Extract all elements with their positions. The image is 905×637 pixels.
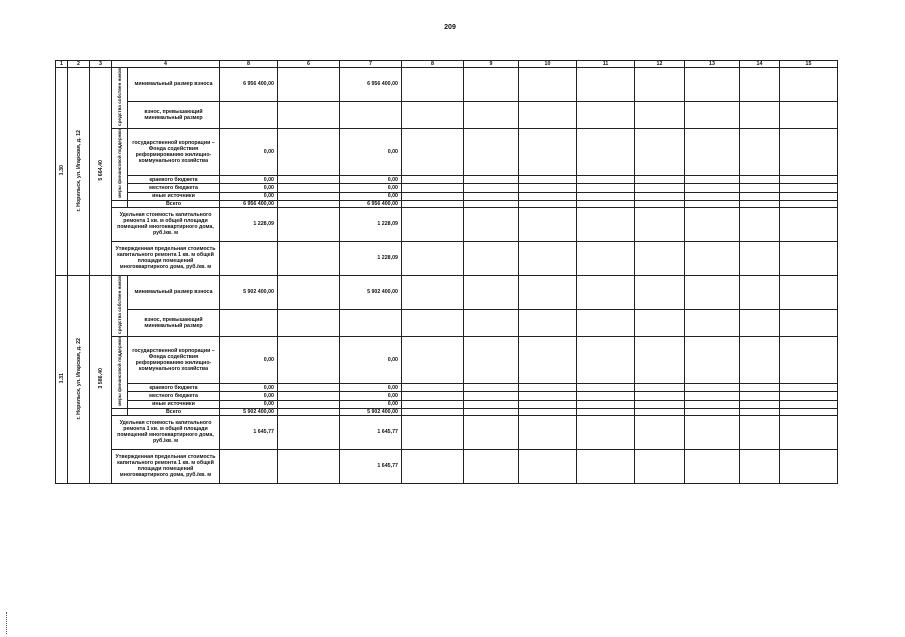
total-col5: 5 902 400,00 xyxy=(220,408,278,415)
excess-contribution-label: взнос, превышающий минимальный размер xyxy=(128,101,220,128)
regional-budget-col5: 0,00 xyxy=(220,384,278,392)
empty-cell xyxy=(519,128,577,175)
empty-cell xyxy=(635,384,685,392)
empty-cell xyxy=(577,68,635,102)
owners-funds-group: средства собствен ников xyxy=(112,275,128,336)
empty-cell xyxy=(402,400,464,408)
empty-cell xyxy=(685,309,740,336)
empty-cell xyxy=(740,176,780,184)
empty-cell xyxy=(278,101,340,128)
header-col-6: 6 xyxy=(278,61,340,68)
regional-budget-col7: 0,00 xyxy=(340,384,402,392)
empty-cell xyxy=(519,101,577,128)
empty-cell xyxy=(635,176,685,184)
other-sources-col7: 0,00 xyxy=(340,192,402,200)
fund-col5: 0,00 xyxy=(220,128,278,175)
empty-cell xyxy=(685,275,740,309)
empty-cell xyxy=(780,192,838,200)
unit-cost-label: Удельная стоимость капитального ремонта 1 кв. м общей площади помещений многоквартирного дома, руб./кв. м xyxy=(112,207,220,241)
empty-cell xyxy=(635,336,685,383)
empty-cell xyxy=(685,336,740,383)
header-row xyxy=(56,61,838,68)
empty-cell xyxy=(740,309,780,336)
empty-cell xyxy=(577,241,635,275)
table-row xyxy=(56,449,838,483)
empty-cell xyxy=(278,415,340,449)
empty-cell xyxy=(519,200,577,207)
regional-budget-label: краевого бюджета xyxy=(128,176,220,184)
table-row xyxy=(56,192,838,200)
header-col-11: 11 xyxy=(577,61,635,68)
empty-cell xyxy=(402,68,464,102)
empty-cell xyxy=(402,207,464,241)
empty-cell xyxy=(685,200,740,207)
empty-cell xyxy=(780,309,838,336)
other-sources-label: иные источники xyxy=(128,192,220,200)
table-row xyxy=(56,101,838,128)
address: г. Норильск, ул. Игарская, д. 12 xyxy=(68,68,90,276)
total-col7: 5 902 400,00 xyxy=(340,408,402,415)
header-col-8: 8 xyxy=(402,61,464,68)
empty-cell xyxy=(780,207,838,241)
empty-cell xyxy=(519,449,577,483)
empty-cell xyxy=(278,68,340,102)
empty-cell xyxy=(577,128,635,175)
approved-cost-col7: 1 645,77 xyxy=(340,449,402,483)
empty-cell xyxy=(780,184,838,192)
other-sources-col7: 0,00 xyxy=(340,400,402,408)
empty-cell xyxy=(464,176,519,184)
empty-cell xyxy=(685,392,740,400)
table-row xyxy=(56,176,838,184)
empty-cell xyxy=(577,384,635,392)
empty-cell xyxy=(685,408,740,415)
fund-col7: 0,00 xyxy=(340,336,402,383)
empty-cell xyxy=(402,200,464,207)
empty-cell xyxy=(519,176,577,184)
empty-cell xyxy=(577,336,635,383)
table-row xyxy=(56,309,838,336)
empty-cell xyxy=(464,207,519,241)
empty-cell xyxy=(464,415,519,449)
empty-cell xyxy=(685,415,740,449)
unit-cost-label: Удельная стоимость капитального ремонта 1 кв. м общей площади помещений многоквартирного дома, руб./кв. м xyxy=(112,415,220,449)
total-area: 5 664,40 xyxy=(90,68,112,276)
row-number: 1.30 xyxy=(56,68,68,276)
table-row xyxy=(56,241,838,275)
empty-cell xyxy=(740,415,780,449)
table-row xyxy=(56,275,838,309)
empty-cell xyxy=(112,200,128,207)
empty-cell xyxy=(685,192,740,200)
other-sources-col5: 0,00 xyxy=(220,400,278,408)
fund-label: государственной корпорации – Фонда содействия реформированию жилищно-коммунального хозяйства xyxy=(128,336,220,383)
empty-cell xyxy=(685,184,740,192)
empty-cell xyxy=(635,449,685,483)
empty-cell xyxy=(278,176,340,184)
empty-cell xyxy=(519,408,577,415)
min-contribution-col5: 5 902 400,00 xyxy=(220,275,278,309)
empty-cell xyxy=(780,400,838,408)
regional-budget-label: краевого бюджета xyxy=(128,384,220,392)
empty-cell xyxy=(402,392,464,400)
empty-cell xyxy=(577,415,635,449)
empty-cell xyxy=(635,68,685,102)
local-budget-col7: 0,00 xyxy=(340,392,402,400)
empty-cell xyxy=(635,309,685,336)
total-label: Всего xyxy=(128,408,220,415)
empty-cell xyxy=(278,275,340,309)
empty-cell xyxy=(780,128,838,175)
approved-cost-label: Утвержденная предельная стоимость капитального ремонта 1 кв. м общей площади помещений многоквартирного дома, руб./кв. м xyxy=(112,449,220,483)
empty-cell xyxy=(519,309,577,336)
approved-cost-label: Утвержденная предельная стоимость капитального ремонта 1 кв. м общей площади помещений многоквартирного дома, руб./кв. м xyxy=(112,241,220,275)
empty-cell xyxy=(402,336,464,383)
table-row xyxy=(56,384,838,392)
empty-cell xyxy=(635,200,685,207)
table-row xyxy=(56,415,838,449)
empty-cell xyxy=(635,241,685,275)
empty-cell xyxy=(740,449,780,483)
empty-cell xyxy=(577,207,635,241)
empty-cell xyxy=(685,207,740,241)
empty-cell xyxy=(635,400,685,408)
empty-cell xyxy=(464,309,519,336)
empty-cell xyxy=(220,309,278,336)
empty-cell xyxy=(278,392,340,400)
empty-cell xyxy=(635,192,685,200)
empty-cell xyxy=(402,309,464,336)
empty-cell xyxy=(635,415,685,449)
empty-cell xyxy=(278,400,340,408)
empty-cell xyxy=(464,336,519,383)
header-col-14: 14 xyxy=(740,61,780,68)
empty-cell xyxy=(519,207,577,241)
empty-cell xyxy=(519,392,577,400)
empty-cell xyxy=(278,241,340,275)
empty-cell xyxy=(402,408,464,415)
empty-cell xyxy=(780,275,838,309)
header-col-10: 10 xyxy=(519,61,577,68)
header-col-15: 15 xyxy=(780,61,838,68)
total-col5: 6 956 400,00 xyxy=(220,200,278,207)
empty-cell xyxy=(402,275,464,309)
min-contribution-label: минимальный размер взноса xyxy=(128,68,220,102)
empty-cell xyxy=(577,192,635,200)
empty-cell xyxy=(340,101,402,128)
empty-cell xyxy=(278,200,340,207)
empty-cell xyxy=(464,275,519,309)
empty-cell xyxy=(402,384,464,392)
empty-cell xyxy=(635,128,685,175)
empty-cell xyxy=(740,200,780,207)
local-budget-label: местного бюджета xyxy=(128,392,220,400)
page-number: 209 xyxy=(444,24,456,31)
empty-cell xyxy=(685,241,740,275)
empty-cell xyxy=(577,408,635,415)
header-col-1: 1 xyxy=(56,61,68,68)
empty-cell xyxy=(402,192,464,200)
address: г. Норильск, ул. Игарская, д. 22 xyxy=(68,275,90,483)
empty-cell xyxy=(278,128,340,175)
empty-cell xyxy=(519,241,577,275)
financial-support-group: меры финансовой поддержки xyxy=(112,128,128,200)
header-col-7: 7 xyxy=(340,61,402,68)
empty-cell xyxy=(780,449,838,483)
empty-cell xyxy=(780,384,838,392)
empty-cell xyxy=(685,384,740,392)
empty-cell xyxy=(780,408,838,415)
empty-cell xyxy=(740,384,780,392)
total-col7: 6 956 400,00 xyxy=(340,200,402,207)
empty-cell xyxy=(635,275,685,309)
empty-cell xyxy=(519,415,577,449)
financial-support-group: меры финансовой поддержки xyxy=(112,336,128,408)
scan-edge-marks xyxy=(6,612,10,634)
empty-cell xyxy=(635,408,685,415)
empty-cell xyxy=(740,275,780,309)
empty-cell xyxy=(740,408,780,415)
empty-cell xyxy=(577,101,635,128)
empty-cell xyxy=(740,400,780,408)
empty-cell xyxy=(780,392,838,400)
fund-col7: 0,00 xyxy=(340,128,402,175)
empty-cell xyxy=(519,384,577,392)
min-contribution-col5: 6 956 400,00 xyxy=(220,68,278,102)
table-row xyxy=(56,128,838,175)
empty-cell xyxy=(464,128,519,175)
empty-cell xyxy=(780,241,838,275)
empty-cell xyxy=(685,449,740,483)
empty-cell xyxy=(402,176,464,184)
empty-cell xyxy=(740,128,780,175)
table-row xyxy=(56,68,838,102)
empty-cell xyxy=(740,392,780,400)
regional-budget-col5: 0,00 xyxy=(220,176,278,184)
total-label: Всего xyxy=(128,200,220,207)
empty-cell xyxy=(464,408,519,415)
local-budget-col5: 0,00 xyxy=(220,184,278,192)
header-col-3: 3 xyxy=(90,61,112,68)
empty-cell xyxy=(780,200,838,207)
empty-cell xyxy=(220,449,278,483)
header-col-5: 8 xyxy=(220,61,278,68)
empty-cell xyxy=(635,101,685,128)
empty-cell xyxy=(577,184,635,192)
empty-cell xyxy=(278,192,340,200)
empty-cell xyxy=(740,207,780,241)
table-row xyxy=(56,392,838,400)
empty-cell xyxy=(464,400,519,408)
empty-cell xyxy=(577,176,635,184)
empty-cell xyxy=(685,101,740,128)
empty-cell xyxy=(577,392,635,400)
table-row xyxy=(56,200,838,207)
empty-cell xyxy=(780,68,838,102)
owners-funds-group: средства собствен ников xyxy=(112,68,128,129)
empty-cell xyxy=(740,336,780,383)
regional-budget-col7: 0,00 xyxy=(340,176,402,184)
empty-cell xyxy=(519,68,577,102)
empty-cell xyxy=(740,192,780,200)
empty-cell xyxy=(464,449,519,483)
table-row xyxy=(56,408,838,415)
empty-cell xyxy=(780,101,838,128)
empty-cell xyxy=(464,241,519,275)
empty-cell xyxy=(278,408,340,415)
empty-cell xyxy=(402,101,464,128)
fund-label: государственной корпорации – Фонда содействия реформированию жилищно-коммунального хозяйства xyxy=(128,128,220,175)
empty-cell xyxy=(464,200,519,207)
empty-cell xyxy=(519,275,577,309)
header-col-2: 2 xyxy=(68,61,90,68)
empty-cell xyxy=(402,241,464,275)
empty-cell xyxy=(577,200,635,207)
local-budget-col5: 0,00 xyxy=(220,392,278,400)
empty-cell xyxy=(402,128,464,175)
empty-cell xyxy=(685,68,740,102)
empty-cell xyxy=(340,309,402,336)
fund-col5: 0,00 xyxy=(220,336,278,383)
empty-cell xyxy=(278,309,340,336)
unit-cost-col5: 1 228,09 xyxy=(220,207,278,241)
header-col-9: 9 xyxy=(464,61,519,68)
empty-cell xyxy=(220,241,278,275)
empty-cell xyxy=(464,392,519,400)
empty-cell xyxy=(220,101,278,128)
other-sources-label: иные источники xyxy=(128,400,220,408)
empty-cell xyxy=(685,176,740,184)
empty-cell xyxy=(635,184,685,192)
capital-repair-table xyxy=(55,60,838,484)
empty-cell xyxy=(278,184,340,192)
local-budget-col7: 0,00 xyxy=(340,184,402,192)
empty-cell xyxy=(685,400,740,408)
empty-cell xyxy=(577,275,635,309)
table-row xyxy=(56,207,838,241)
empty-cell xyxy=(780,336,838,383)
header-col-13: 13 xyxy=(685,61,740,68)
min-contribution-label: минимальный размер взноса xyxy=(128,275,220,309)
table-row xyxy=(56,336,838,383)
min-contribution-col7: 6 956 400,00 xyxy=(340,68,402,102)
empty-cell xyxy=(740,68,780,102)
header-col-12: 12 xyxy=(635,61,685,68)
table-row xyxy=(56,400,838,408)
empty-cell xyxy=(464,192,519,200)
empty-cell xyxy=(577,400,635,408)
empty-cell xyxy=(519,400,577,408)
empty-cell xyxy=(577,309,635,336)
approved-cost-col7: 1 228,09 xyxy=(340,241,402,275)
empty-cell xyxy=(464,384,519,392)
empty-cell xyxy=(740,101,780,128)
empty-cell xyxy=(685,128,740,175)
min-contribution-col7: 5 902 400,00 xyxy=(340,275,402,309)
empty-cell xyxy=(780,415,838,449)
empty-cell xyxy=(278,207,340,241)
local-budget-label: местного бюджета xyxy=(128,184,220,192)
empty-cell xyxy=(278,336,340,383)
empty-cell xyxy=(635,392,685,400)
header-col-4: 4 xyxy=(112,61,220,68)
empty-cell xyxy=(278,449,340,483)
unit-cost-col7: 1 645,77 xyxy=(340,415,402,449)
empty-cell xyxy=(464,184,519,192)
empty-cell xyxy=(740,184,780,192)
empty-cell xyxy=(402,415,464,449)
empty-cell xyxy=(402,449,464,483)
unit-cost-col7: 1 228,09 xyxy=(340,207,402,241)
empty-cell xyxy=(635,207,685,241)
empty-cell xyxy=(519,336,577,383)
empty-cell xyxy=(464,68,519,102)
row-number: 1.31 xyxy=(56,275,68,483)
other-sources-col5: 0,00 xyxy=(220,192,278,200)
unit-cost-col5: 1 645,77 xyxy=(220,415,278,449)
empty-cell xyxy=(519,192,577,200)
excess-contribution-label: взнос, превышающий минимальный размер xyxy=(128,309,220,336)
empty-cell xyxy=(577,449,635,483)
empty-cell xyxy=(519,184,577,192)
total-area: 3 586,40 xyxy=(90,275,112,483)
empty-cell xyxy=(464,101,519,128)
table-row xyxy=(56,184,838,192)
empty-cell xyxy=(780,176,838,184)
empty-cell xyxy=(740,241,780,275)
empty-cell xyxy=(278,384,340,392)
empty-cell xyxy=(112,408,128,415)
empty-cell xyxy=(402,184,464,192)
